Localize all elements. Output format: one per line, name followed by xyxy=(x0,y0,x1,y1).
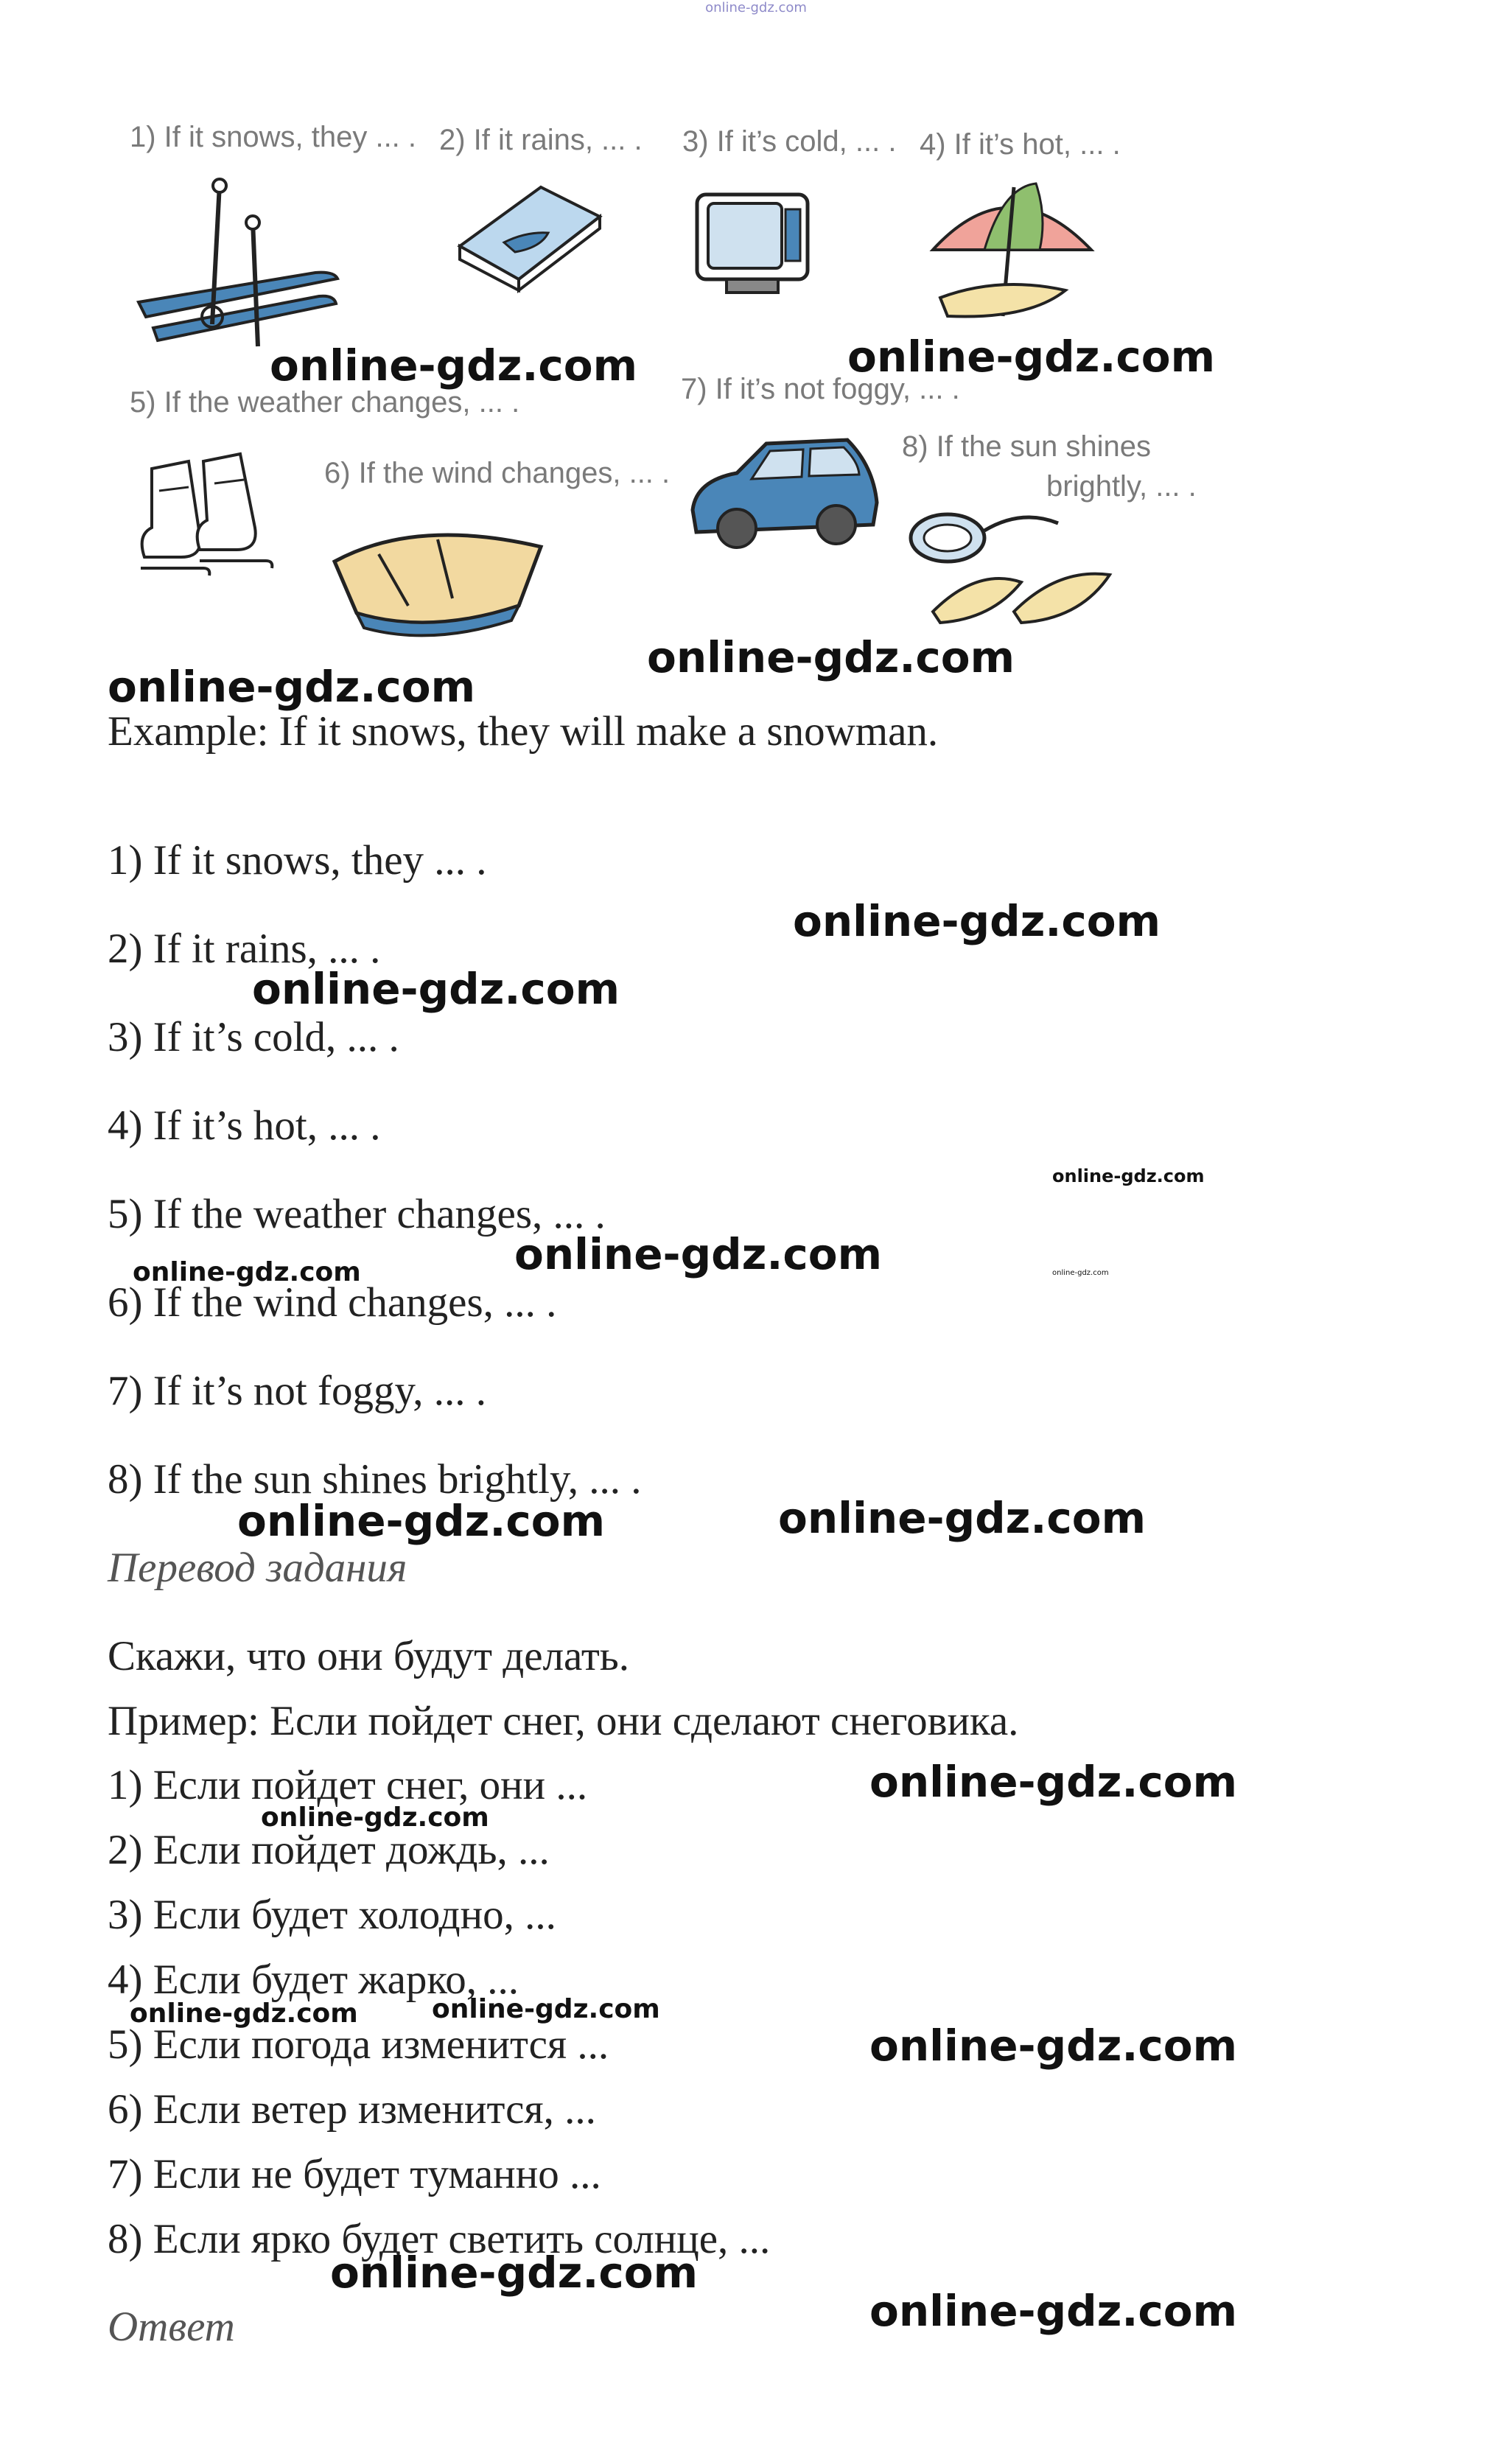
translation-item-6: 6) Если ветер изменится, ... xyxy=(108,2086,596,2133)
skis-icon xyxy=(131,177,345,354)
translation-item-4: 4) Если будет жарко, ... xyxy=(108,1956,519,2003)
beach-umbrella-icon xyxy=(918,180,1102,327)
caption-3: 3) If it’s cold, ... . xyxy=(682,125,897,158)
translation-example: Пример: Если пойдет снег, они сделают снеговика. xyxy=(108,1698,1019,1744)
exercise-item-8: 8) If the sun shines brightly, ... . xyxy=(108,1456,642,1503)
example-line: Example: If it snows, they will make a snowman. xyxy=(108,708,939,755)
watermark: online-gdz.com xyxy=(270,340,638,391)
translation-item-3: 3) Если будет холодно, ... xyxy=(108,1892,556,1938)
watermark: online-gdz.com xyxy=(647,632,1015,682)
watermark-small: online-gdz.com xyxy=(261,1802,489,1833)
watermark: online-gdz.com xyxy=(847,332,1216,382)
watermark: online-gdz.com xyxy=(514,1229,883,1279)
translation-item-7: 7) Если не будет туманно ... xyxy=(108,2151,601,2197)
book-icon xyxy=(452,180,607,290)
exercise-item-2: 2) If it rains, ... . xyxy=(108,926,381,972)
caption-5: 5) If the weather changes, ... . xyxy=(130,386,520,419)
watermark: online-gdz.com xyxy=(869,2286,1238,2336)
translation-heading: Перевод задания xyxy=(108,1545,407,1591)
caption-2: 2) If it rains, ... . xyxy=(439,124,643,156)
watermark: online-gdz.com xyxy=(778,1493,1147,1543)
car-icon xyxy=(685,429,884,554)
watermark-small: online-gdz.com xyxy=(1052,1166,1205,1186)
watermark-small: online-gdz.com xyxy=(133,1257,361,1287)
skates-icon xyxy=(130,447,292,594)
exercise-item-4: 4) If it’s hot, ... . xyxy=(108,1102,381,1149)
watermark: online-gdz.com xyxy=(237,1496,606,1546)
watermark-small: online-gdz.com xyxy=(130,1998,358,2029)
watermark: online-gdz.com xyxy=(869,2021,1238,2071)
exercise-item-6: 6) If the wind changes, ... . xyxy=(108,1279,557,1326)
boat-icon xyxy=(327,510,548,635)
watermark: online-gdz.com xyxy=(869,1757,1238,1807)
watermark: online-gdz.com xyxy=(330,2248,699,2298)
tv-icon xyxy=(682,187,830,298)
watermark: online-gdz.com xyxy=(793,896,1161,946)
watermark: online-gdz.com xyxy=(108,662,476,712)
caption-6: 6) If the wind changes, ... . xyxy=(324,457,671,489)
caption-7: 7) If it’s not foggy, ... . xyxy=(681,373,960,405)
translation-item-1: 1) Если пойдет снег, они ... xyxy=(108,1762,588,1808)
exercise-item-7: 7) If it’s not foggy, ... . xyxy=(108,1368,487,1414)
translation-item-2: 2) Если пойдет дождь, ... xyxy=(108,1827,550,1873)
exercise-item-3: 3) If it’s cold, ... . xyxy=(108,1014,399,1060)
translation-item-5: 5) Если погода изменится ... xyxy=(108,2021,609,2068)
translation-instruction: Скажи, что они будут делать. xyxy=(108,1633,629,1679)
watermark-small: online-gdz.com xyxy=(432,1994,660,2024)
caption-8: 8) If the sun shines xyxy=(902,430,1151,463)
answer-heading: Ответ xyxy=(108,2304,235,2350)
caption-8b: brightly, ... . xyxy=(1046,470,1197,503)
caption-4: 4) If it’s hot, ... . xyxy=(920,128,1121,161)
diving-gear-icon xyxy=(903,501,1124,626)
watermark-tiny: online-gdz.com xyxy=(1052,1269,1109,1277)
caption-1: 1) If it snows, they ... . xyxy=(130,121,417,153)
exercise-item-5: 5) If the weather changes, ... . xyxy=(108,1191,606,1237)
exercise-item-1: 1) If it snows, they ... . xyxy=(108,837,487,884)
top-watermark: online-gdz.com xyxy=(705,0,807,15)
translation-item-8: 8) Если ярко будет светить солнце, ... xyxy=(108,2216,771,2262)
watermark: online-gdz.com xyxy=(252,964,620,1014)
